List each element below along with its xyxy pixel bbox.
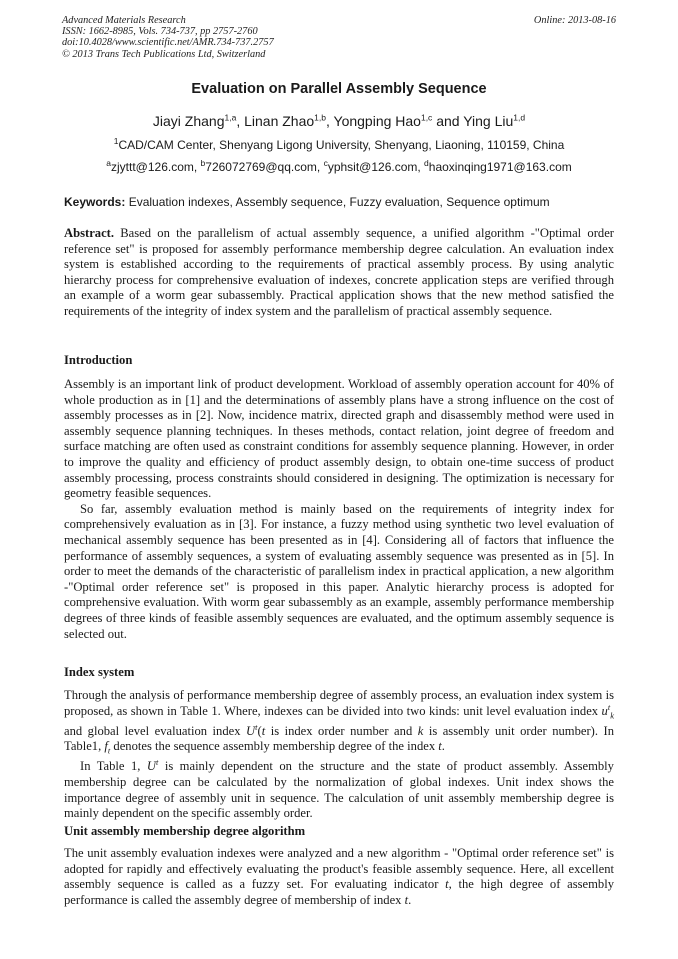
keywords-label: Keywords: [64, 195, 126, 209]
author-and: and [432, 113, 464, 129]
author-name: Linan Zhao [244, 113, 315, 129]
var-f-t: $f_t$ [104, 739, 111, 756]
copyright-line: © 2013 Trans Tech Publications Ltd, Switzerland [62, 48, 266, 60]
email-list [0, 160, 678, 174]
email-separator: , [316, 160, 324, 174]
paper-title: Evaluation on Parallel Assembly Sequence [191, 81, 487, 97]
abstract [64, 226, 614, 320]
author-sup: 1,c [420, 112, 433, 123]
unit-assembly-body [64, 846, 614, 908]
author-sup: 1,a [224, 112, 237, 123]
keywords-text: Evaluation indexes, Assembly sequence, Fuzzy evaluation, Sequence optimum [128, 195, 550, 209]
email-sup: d [424, 158, 429, 168]
var-U-t: $U^t$ [146, 757, 159, 774]
issn-line: ISSN: 1662-8985, Vols. 734-737, pp 2757-2760 [62, 26, 258, 38]
affiliation-sup: 1 [113, 136, 119, 146]
journal-name: Advanced Materials Research [62, 15, 186, 26]
email-address[interactable]: yphsit@126.com [327, 160, 418, 174]
author-sup: 1,d [513, 112, 526, 123]
section-heading-index-system: Index system [64, 665, 135, 679]
online-date: Online: 2013-08-16 [533, 15, 616, 26]
section-heading-introduction: Introduction [64, 353, 133, 367]
email-sup: c [323, 158, 328, 168]
intro-paragraph-1: Assembly is an important link of product development. Workload of assembly operation account for 40% of whole production as in [1] and the determinations of assembly plans have a strong influence on the cost of assembly processes as in [2]. Now, incidence matrix, directed graph and disassembly method were used in assembly sequence planning techniques. In theses methods, contact relation, joint degree of freedom and surface matching are often used as constraint conditions for assembly sequence planning. However, in order to improve the quality and efficiency of product assembly design, to obtain one-time success of product assembly processing, process constraints should considered in designing. The optimization is necessary for geometry feasible sequences. [64, 377, 614, 501]
author-name: Ying Liu [463, 113, 514, 129]
index-paragraph-1: Through the analysis of performance membership degree of assembly process, an evaluation index system is proposed, as shown in Table 1. Where, indexes can be divided into two kinds: unit level evaluation index $u^t_k$ and global level evaluation index $U^t(t$ is index order number and k is assembly unit order number). In Table1, $f_t$ denotes the sequence assembly membership degree of the index t. [64, 688, 614, 756]
email-separator: , [417, 160, 425, 174]
index-system-body [64, 688, 614, 822]
var-u-k: $u^t_k$ [601, 701, 614, 721]
journal-header [62, 15, 274, 60]
abstract-label: Abstract. [64, 226, 115, 240]
email-sup: a [106, 158, 111, 168]
intro-paragraph-2: So far, assembly evaluation method is mainly based on the requirements of integrity index for comprehensively evaluation as in [3]. For instance, a fuzzy method using synthetic two level evaluation of mechanical assembly sequence has been presented as in [4]. Considering all of factors that influence the performance of assembly sequences, a system of evaluating assembly sequence was presented as in [5]. In order to meet the demands of the characteristic of parallelism index in practical application, a new algorithm -"Optimal order reference set" is proposed in this paper. Analytic hierarchy process is adopted for comprehensive evaluation. With worm gear subassembly as an example, assembly performance membership degrees of three kinds of feasible assembly sequences are evaluated, and the optimum assembly sequence is selected out. [64, 501, 614, 641]
email-separator: , [193, 160, 201, 174]
section-heading-unit-assembly: Unit assembly membership degree algorithm [64, 824, 306, 838]
affiliation-text: CAD/CAM Center, Shenyang Ligong University, Shenyang, Liaoning, 110159, China [118, 138, 565, 152]
keywords [64, 195, 616, 209]
author-list [0, 113, 678, 129]
abstract-text: Based on the parallelism of actual assembly sequence, a unified algorithm -"Optimal order reference set" is proposed for assembly performance membership degree calculation. An evaluation index system is established according to the requirements of practical assembly process. By using analytic hierarchy process for comprehensive evaluation of indexes, concrete application steps are verified through an example of a worm gear subassembly. Practical application shows that the new method satisfied the requirements of the integrity of index system and the parallelism of practical assembly sequence. [64, 226, 614, 318]
email-address[interactable]: haoxinqing1971@163.com [428, 160, 572, 174]
author-name: Yongping Hao [333, 113, 421, 129]
email-sup: b [200, 158, 206, 168]
author-separator: , [325, 113, 334, 129]
author-name: Jiayi Zhang [152, 113, 225, 129]
unit-paragraph-1: The unit assembly evaluation indexes were analyzed and a new algorithm - "Optimal order reference set" is adopted for rapidly and effectively evaluating the product's feasible assembly sequence. Here, all excellent assembly sequence is called as a fuzzy set. For evaluating indicator t, the high degree of assembly performance is called the assembly degree of membership of index t. [64, 846, 614, 907]
index-paragraph-2: In Table 1, $U^t$ is mainly dependent on the structure and the state of product assembly. Assembly membership degree can be calculated by the normalization of global indexes. Unit index shows the importance degree of assembly unit in sequence. The calculation of unit assembly membership degree is mainly dependent on the specific assembly order. [64, 757, 614, 821]
author-sup: 1,b [314, 112, 326, 123]
introduction-body [64, 377, 614, 642]
email-address[interactable]: 726072769@qq.com [205, 160, 317, 174]
var-U-t: $U^t$ [246, 721, 258, 738]
author-separator: , [236, 113, 245, 129]
doi-line: doi:10.4028/www.scientific.net/AMR.734-737.2757 [62, 37, 274, 49]
email-address[interactable]: zjyttt@126.com [111, 160, 194, 174]
affiliation [0, 138, 678, 152]
